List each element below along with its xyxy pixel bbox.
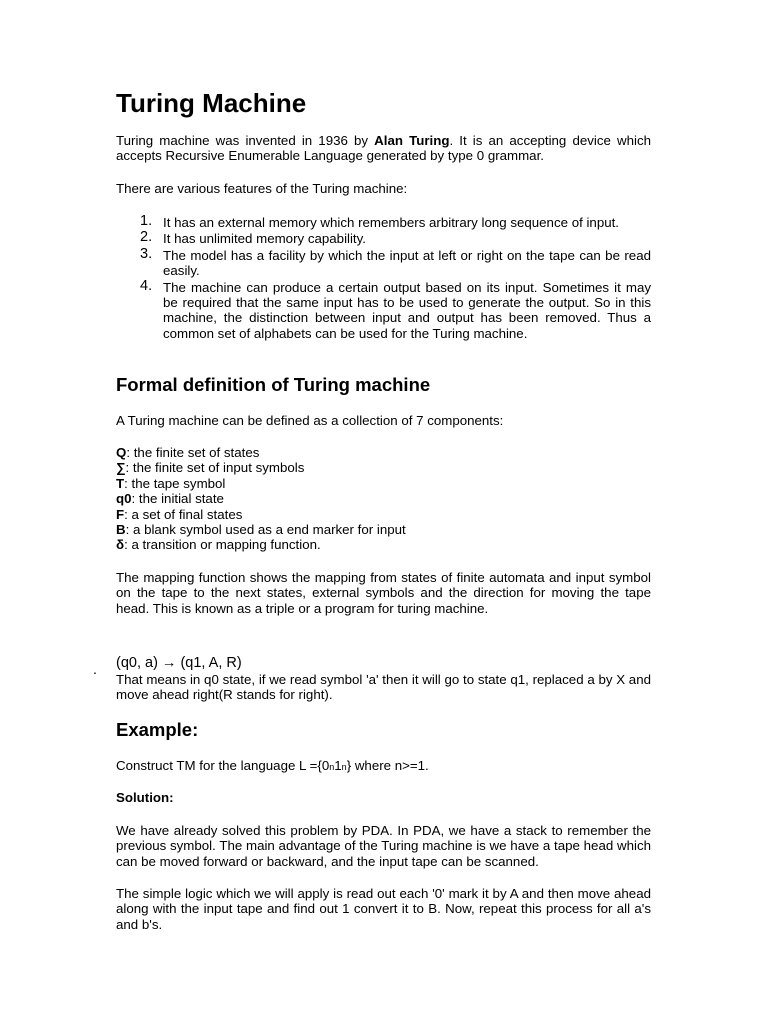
list-text: The machine can produce a certain output based on its input. Sometimes it may be required that the same input has to be used to generate the output. So in this machine, the distinction between input and output has been removed. Thus a common set of alphabets can be used for the Turing machine. bbox=[163, 279, 651, 341]
components-list bbox=[116, 445, 651, 553]
formal-intro-text: A Turing machine can be defined as a collection of 7 components: bbox=[116, 413, 504, 428]
list-item bbox=[116, 277, 651, 342]
features-intro bbox=[116, 181, 651, 196]
component-item bbox=[116, 476, 651, 491]
list-item bbox=[116, 215, 651, 230]
component-symbol: ∑ bbox=[116, 460, 126, 476]
formula-explanation bbox=[116, 672, 651, 703]
mapping-paragraph bbox=[116, 570, 651, 616]
component-symbol: F bbox=[116, 506, 125, 522]
component-desc: : the tape symbol bbox=[124, 475, 226, 491]
solution-text-2: The simple logic which we will apply is read out each '0' mark it by A and then move ahead along with the input tape and find out 1 convert it to B. Now, repeat this process for all a's and b's. bbox=[116, 886, 651, 932]
formal-heading-block bbox=[116, 374, 651, 396]
component-symbol: q0 bbox=[116, 491, 132, 507]
list-number: 4. bbox=[140, 277, 153, 294]
component-desc: : a transition or mapping function. bbox=[124, 537, 321, 553]
formal-intro bbox=[116, 413, 651, 428]
solution-text-1: We have already solved this problem by PDA. In PDA, we have a stack to remember the previous symbol. The main advantage of the Turing machine is we have a tape head which can be moved forward or backward, and the input tape can be scanned. bbox=[116, 823, 651, 869]
component-desc: : the initial state bbox=[131, 491, 224, 507]
solution-label-block bbox=[116, 790, 651, 805]
list-text: It has an external memory which remembers arbitrary long sequence of input. bbox=[163, 215, 620, 230]
page-title-block bbox=[116, 88, 651, 118]
list-item bbox=[116, 231, 651, 246]
component-desc: : a set of final states bbox=[124, 506, 243, 522]
solution-label: Solution: bbox=[116, 790, 174, 805]
construct-line bbox=[116, 758, 651, 775]
example-heading-block bbox=[116, 719, 651, 741]
component-item bbox=[116, 460, 651, 475]
example-heading: Example: bbox=[116, 719, 199, 740]
component-item bbox=[116, 491, 651, 506]
formula-block bbox=[116, 656, 651, 671]
intro-author: Alan Turing bbox=[374, 133, 450, 148]
list-text: The model has a facility by which the input at left or right on the tape can be read easily. bbox=[163, 247, 651, 279]
component-desc: : a blank symbol used as a end marker for input bbox=[125, 522, 406, 538]
formal-heading: Formal definition of Turing machine bbox=[116, 374, 431, 395]
solution-paragraph-2 bbox=[116, 886, 651, 932]
formula-explanation-text: That means in q0 state, if we read symbol 'a' then it will go to state q1, replaced a by X and move ahead right(R stands for right). bbox=[116, 672, 651, 703]
subscript-n: n bbox=[341, 762, 347, 772]
component-item bbox=[116, 522, 651, 537]
solution-paragraph-1 bbox=[116, 823, 651, 869]
subscript-n: n bbox=[329, 762, 335, 772]
intro-text-after: . It is an accepting device which accepts Recursive Enumerable Language generated by type 0 grammar. bbox=[116, 133, 651, 164]
component-symbol: T bbox=[116, 475, 125, 491]
construct-before: Construct TM for the language L ={0 bbox=[116, 758, 330, 773]
list-number: 1. bbox=[140, 213, 153, 229]
component-desc: : the finite set of states bbox=[126, 445, 260, 460]
component-symbol: B bbox=[116, 522, 126, 538]
component-item bbox=[116, 537, 651, 552]
construct-mid: 1 bbox=[334, 758, 342, 773]
component-symbol: Q bbox=[116, 445, 127, 460]
mapping-text: The mapping function shows the mapping from states of finite automata and input symbol on the tape to the next states, external symbols and the direction for moving the tape head. This is known as a triple or a program for turing machine. bbox=[116, 570, 651, 616]
features-list bbox=[116, 215, 651, 341]
intro-text-before: Turing machine was invented in 1936 by bbox=[116, 133, 375, 148]
list-number: 3. bbox=[140, 245, 153, 262]
page-title: Turing Machine bbox=[116, 88, 307, 118]
list-number: 2. bbox=[140, 229, 153, 246]
list-text: It has unlimited memory capability. bbox=[163, 231, 366, 247]
features-intro-text: There are various features of the Turing machine: bbox=[116, 181, 408, 196]
component-item bbox=[116, 507, 651, 522]
bullet-marker: . bbox=[93, 661, 97, 677]
component-item bbox=[116, 445, 651, 460]
component-symbol: δ bbox=[116, 537, 125, 553]
transition-formula: (q0, a) → (q1, A, R) bbox=[116, 655, 242, 671]
intro-paragraph bbox=[116, 133, 651, 164]
component-desc: : the finite set of input symbols bbox=[125, 460, 305, 476]
construct-after: } where n>=1. bbox=[346, 758, 429, 773]
list-item bbox=[116, 245, 651, 279]
